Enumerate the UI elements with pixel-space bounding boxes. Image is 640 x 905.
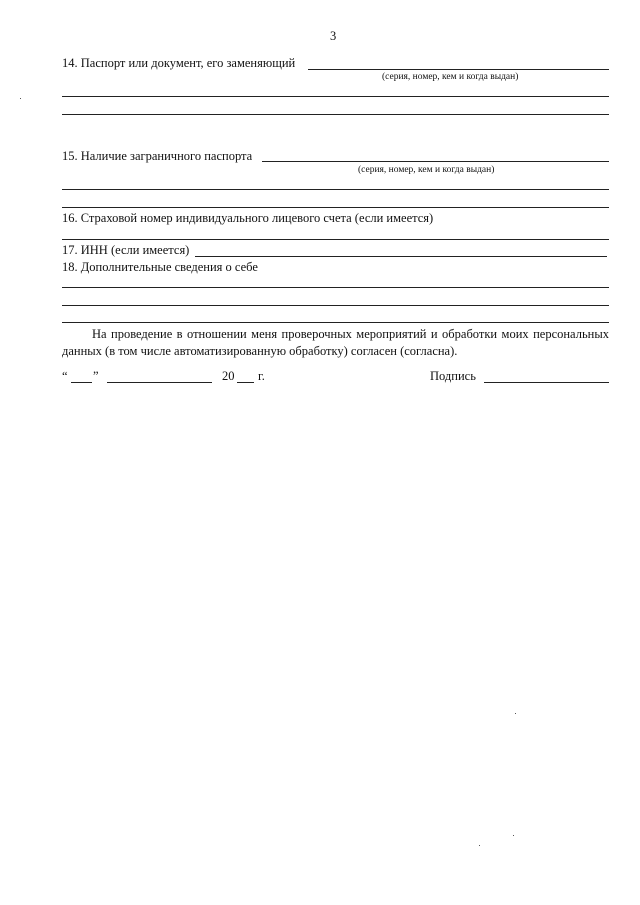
passport-caption: (серия, номер, кем и когда выдан): [382, 72, 519, 82]
foreign-passport-line-2[interactable]: [62, 189, 609, 190]
foreign-passport-caption: (серия, номер, кем и когда выдан): [358, 165, 495, 175]
passport-label: 14. Паспорт или документ, его заменяющий: [62, 56, 296, 70]
foreign-passport-field[interactable]: [262, 161, 609, 162]
additional-info-line-2[interactable]: [62, 305, 609, 306]
signature-field[interactable]: [484, 382, 609, 383]
inn-label: 17. ИНН (если имеется): [62, 243, 190, 257]
date-quote-close: ”: [93, 369, 99, 383]
inn-field[interactable]: [195, 256, 607, 257]
date-quote-open: “: [62, 369, 68, 383]
snils-field[interactable]: [62, 239, 609, 240]
date-month-field[interactable]: [107, 382, 212, 383]
foreign-passport-line-3[interactable]: [62, 207, 609, 208]
consent-text: На проведение в отношении меня проверочных мероприятий и обработки моих персональных данных (в том числе автоматизированную обработку) согласен (согласна).: [62, 327, 609, 358]
date-year-prefix: 20: [222, 369, 235, 383]
additional-info-line-3[interactable]: [62, 322, 609, 323]
foreign-passport-label: 15. Наличие заграничного паспорта: [62, 149, 253, 163]
passport-line-2[interactable]: [62, 96, 609, 97]
date-year-suffix: г.: [258, 369, 265, 383]
signature-label: Подпись: [430, 369, 476, 383]
scan-speck: [20, 98, 21, 99]
date-day-field[interactable]: [71, 382, 92, 383]
date-year-field[interactable]: [237, 382, 254, 383]
page-number: 3: [330, 29, 337, 43]
scan-speck: [515, 713, 516, 714]
additional-info-label: 18. Дополнительные сведения о себе: [62, 260, 258, 274]
additional-info-line-1[interactable]: [62, 287, 609, 288]
scan-speck: [479, 845, 480, 846]
passport-field[interactable]: [308, 69, 609, 70]
passport-line-3[interactable]: [62, 114, 609, 115]
snils-label: 16. Страховой номер индивидуального лицевого счета (если имеется): [62, 211, 434, 225]
scan-speck: [513, 835, 514, 836]
